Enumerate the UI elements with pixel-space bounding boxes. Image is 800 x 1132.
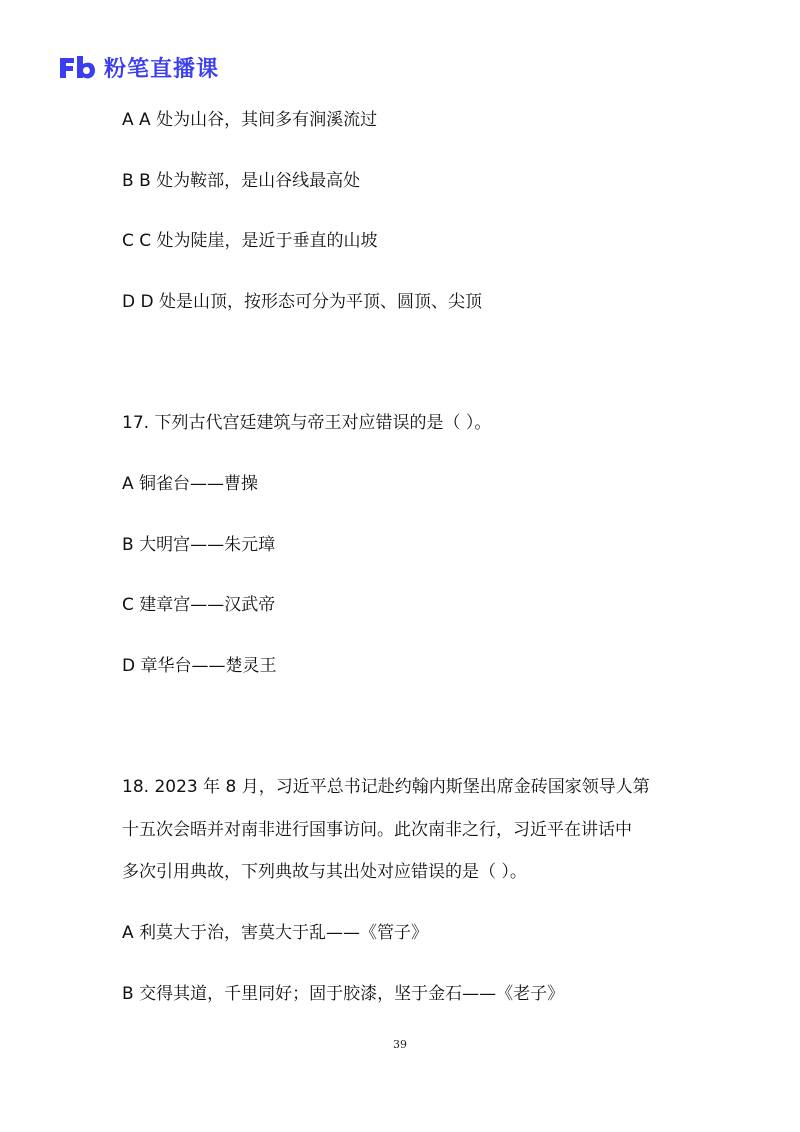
q18-option-a: A 利莫大于治，害莫大于乱——《管子》 [122, 923, 429, 943]
option-b-line: B B 处为鞍部，是山谷线最高处 [122, 171, 361, 191]
option-d-line: D D 处是山顶，按形态可分为平顶、圆顶、尖顶 [122, 292, 482, 312]
q18-option-b: B 交得其道，千里同好；固于胶漆，坚于金石——《老子》 [122, 984, 565, 1004]
q17-option-a: A 铜雀台——曹操 [122, 474, 259, 494]
q17-option-c: C 建章宫——汉武帝 [122, 595, 276, 615]
fb-logo-icon [58, 54, 96, 80]
option-a-line: A A 处为山谷，其间多有涧溪流过 [122, 110, 378, 130]
q17-option-d: D 章华台——楚灵王 [122, 656, 277, 676]
page-number: 39 [393, 1038, 407, 1051]
question-18-line-3: 多次引用典故，下列典故与其出处对应错误的是（ ）。 [122, 862, 527, 882]
option-c-line: C C 处为陡崖，是近于垂直的山坡 [122, 231, 378, 251]
q17-option-b: B 大明宫——朱元璋 [122, 535, 276, 555]
brand-title: 粉笔直播课 [104, 56, 220, 82]
question-17-text: 17. 下列古代宫廷建筑与帝王对应错误的是（ ）。 [122, 413, 492, 433]
page-header [58, 52, 219, 82]
question-18-line-1: 18. 2023 年 8 月，习近平总书记赴约翰内斯堡出席金砖国家领导人第 [122, 777, 650, 797]
question-18-line-2: 十五次会晤并对南非进行国事访问。此次南非之行，习近平在讲话中 [122, 820, 632, 840]
